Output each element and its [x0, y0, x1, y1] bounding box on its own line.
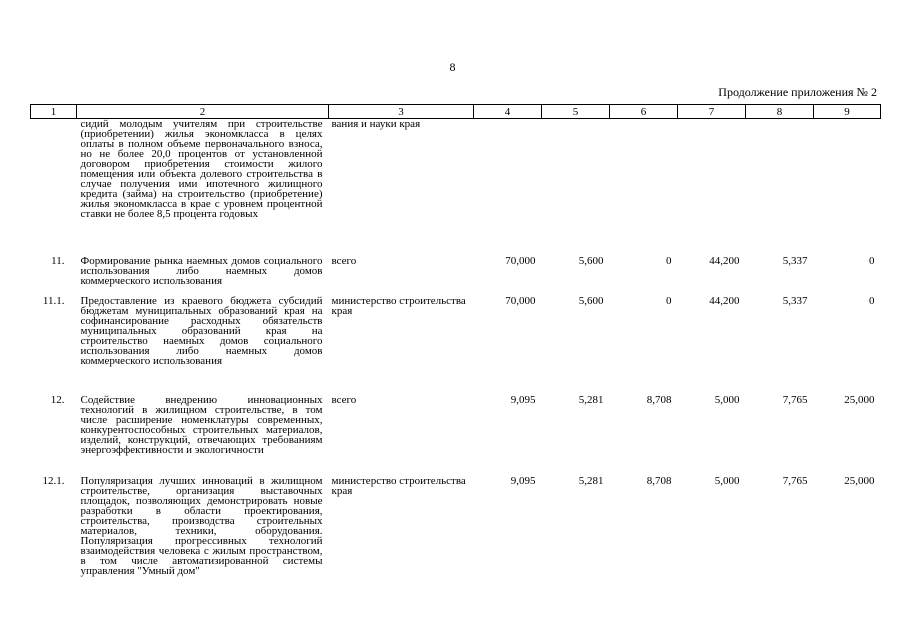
row-value-5: [542, 119, 610, 257]
row-value-6: [610, 119, 678, 257]
row-code: [31, 119, 77, 257]
table-row: [31, 256, 881, 296]
header-cell: 6: [610, 105, 678, 119]
header-cell: 7: [678, 105, 746, 119]
row-value-8: [746, 119, 814, 257]
row-value-9: 25,000: [844, 394, 875, 406]
row-value-7: 5,000: [714, 475, 740, 487]
row-responsible: министерство строительства края: [331, 295, 466, 317]
row-value-4: 9,095: [510, 394, 536, 406]
header-cell: 4: [474, 105, 542, 119]
row-value-9: 25,000: [844, 475, 875, 487]
row-value-4: 9,095: [510, 475, 536, 487]
continuation-label: Продолжение приложения № 2: [718, 85, 877, 99]
header-cell: 9: [814, 105, 881, 119]
row-value-4: [474, 119, 542, 257]
row-responsible: всего: [331, 394, 357, 406]
row-value-9: 0: [869, 255, 875, 267]
row-value-4: 70,000: [505, 255, 536, 267]
row-value-5: 5,600: [578, 295, 604, 307]
table-row: [31, 119, 881, 257]
table-row: [31, 296, 881, 395]
row-value-4: 70,000: [505, 295, 536, 307]
table-row: [31, 395, 881, 476]
header-cell: 8: [746, 105, 814, 119]
row-code: 12.: [50, 394, 65, 406]
header-cell: 1: [31, 105, 77, 119]
row-value-7: 5,000: [714, 394, 740, 406]
row-responsible: министерство строительства края: [331, 475, 466, 497]
row-value-5: 5,281: [578, 475, 604, 487]
row-value-8: 5,337: [782, 295, 808, 307]
row-value-5: 5,600: [578, 255, 604, 267]
header-cell: 5: [542, 105, 610, 119]
page-number: 8: [449, 60, 456, 74]
row-value-7: 44,200: [709, 295, 740, 307]
row-value-6: 0: [666, 255, 672, 267]
row-responsible: всего: [331, 255, 357, 267]
row-value-9: [814, 119, 881, 257]
row-value-7: [678, 119, 746, 257]
header-row: [31, 105, 881, 119]
row-description: Предоставление из краевого бюджета субсидий бюджетам муниципальных образований края на софинансирование расходных обязательств муниципальных образований края на строительство наемных домов социального использования либо наемных домов коммерческого использования: [80, 295, 323, 367]
row-value-8: 7,765: [782, 394, 808, 406]
table-row: [31, 476, 881, 602]
row-code: 11.: [51, 255, 65, 267]
row-value-7: 44,200: [709, 255, 740, 267]
row-value-5: 5,281: [578, 394, 604, 406]
header-cell: 2: [77, 105, 329, 119]
row-value-8: 5,337: [782, 255, 808, 267]
row-description: Содействие внедрению инновационных технологий в жилищном строительстве, в том числе расширение номенклатуры современных, конкурентоспособных строительных материалов, изделий, конструкций, отвечающих требованиям энергоэффективности и экологичности: [80, 394, 323, 456]
row-value-8: 7,765: [782, 475, 808, 487]
row-description: сидий молодым учителям при строительстве (приобретении) жилья экономкласса в целях оплаты в полном объеме первоначального взноса, но не более 20,0 процентов от установленной договором приобретения стоимости жилого помещения или объекта долевого строительства в случае получения ими ипотечного жилищного кредита (займа) на строительство (приобретение) жилья экономкласса в крае с уровнем процентной ставки не более 8,5 процента годовых: [80, 118, 323, 220]
row-code: 12.1.: [42, 475, 65, 487]
row-responsible: вания и науки края: [331, 118, 421, 130]
row-value-9: 0: [869, 295, 875, 307]
row-code: 11.1.: [42, 295, 65, 307]
row-value-6: 8,708: [646, 475, 672, 487]
row-description: Популяризация лучших инноваций в жилищном строительстве, организация выставочных площадок, позволяющих демонстрировать новые разработки в области проектирования, строительства, производства строительных материалов, техники, оборудования. Популяризация прогрессивных технологий взаимодействия человека с жилым пространством, в том числе автоматизированной системы управления "Умный дом": [80, 475, 323, 577]
header-cell: 3: [329, 105, 474, 119]
row-value-6: 0: [666, 295, 672, 307]
program-table: [30, 104, 881, 602]
row-value-6: 8,708: [646, 394, 672, 406]
row-description: Формирование рынка наемных домов социального использования либо наемных домов коммерческого использования: [80, 255, 323, 287]
